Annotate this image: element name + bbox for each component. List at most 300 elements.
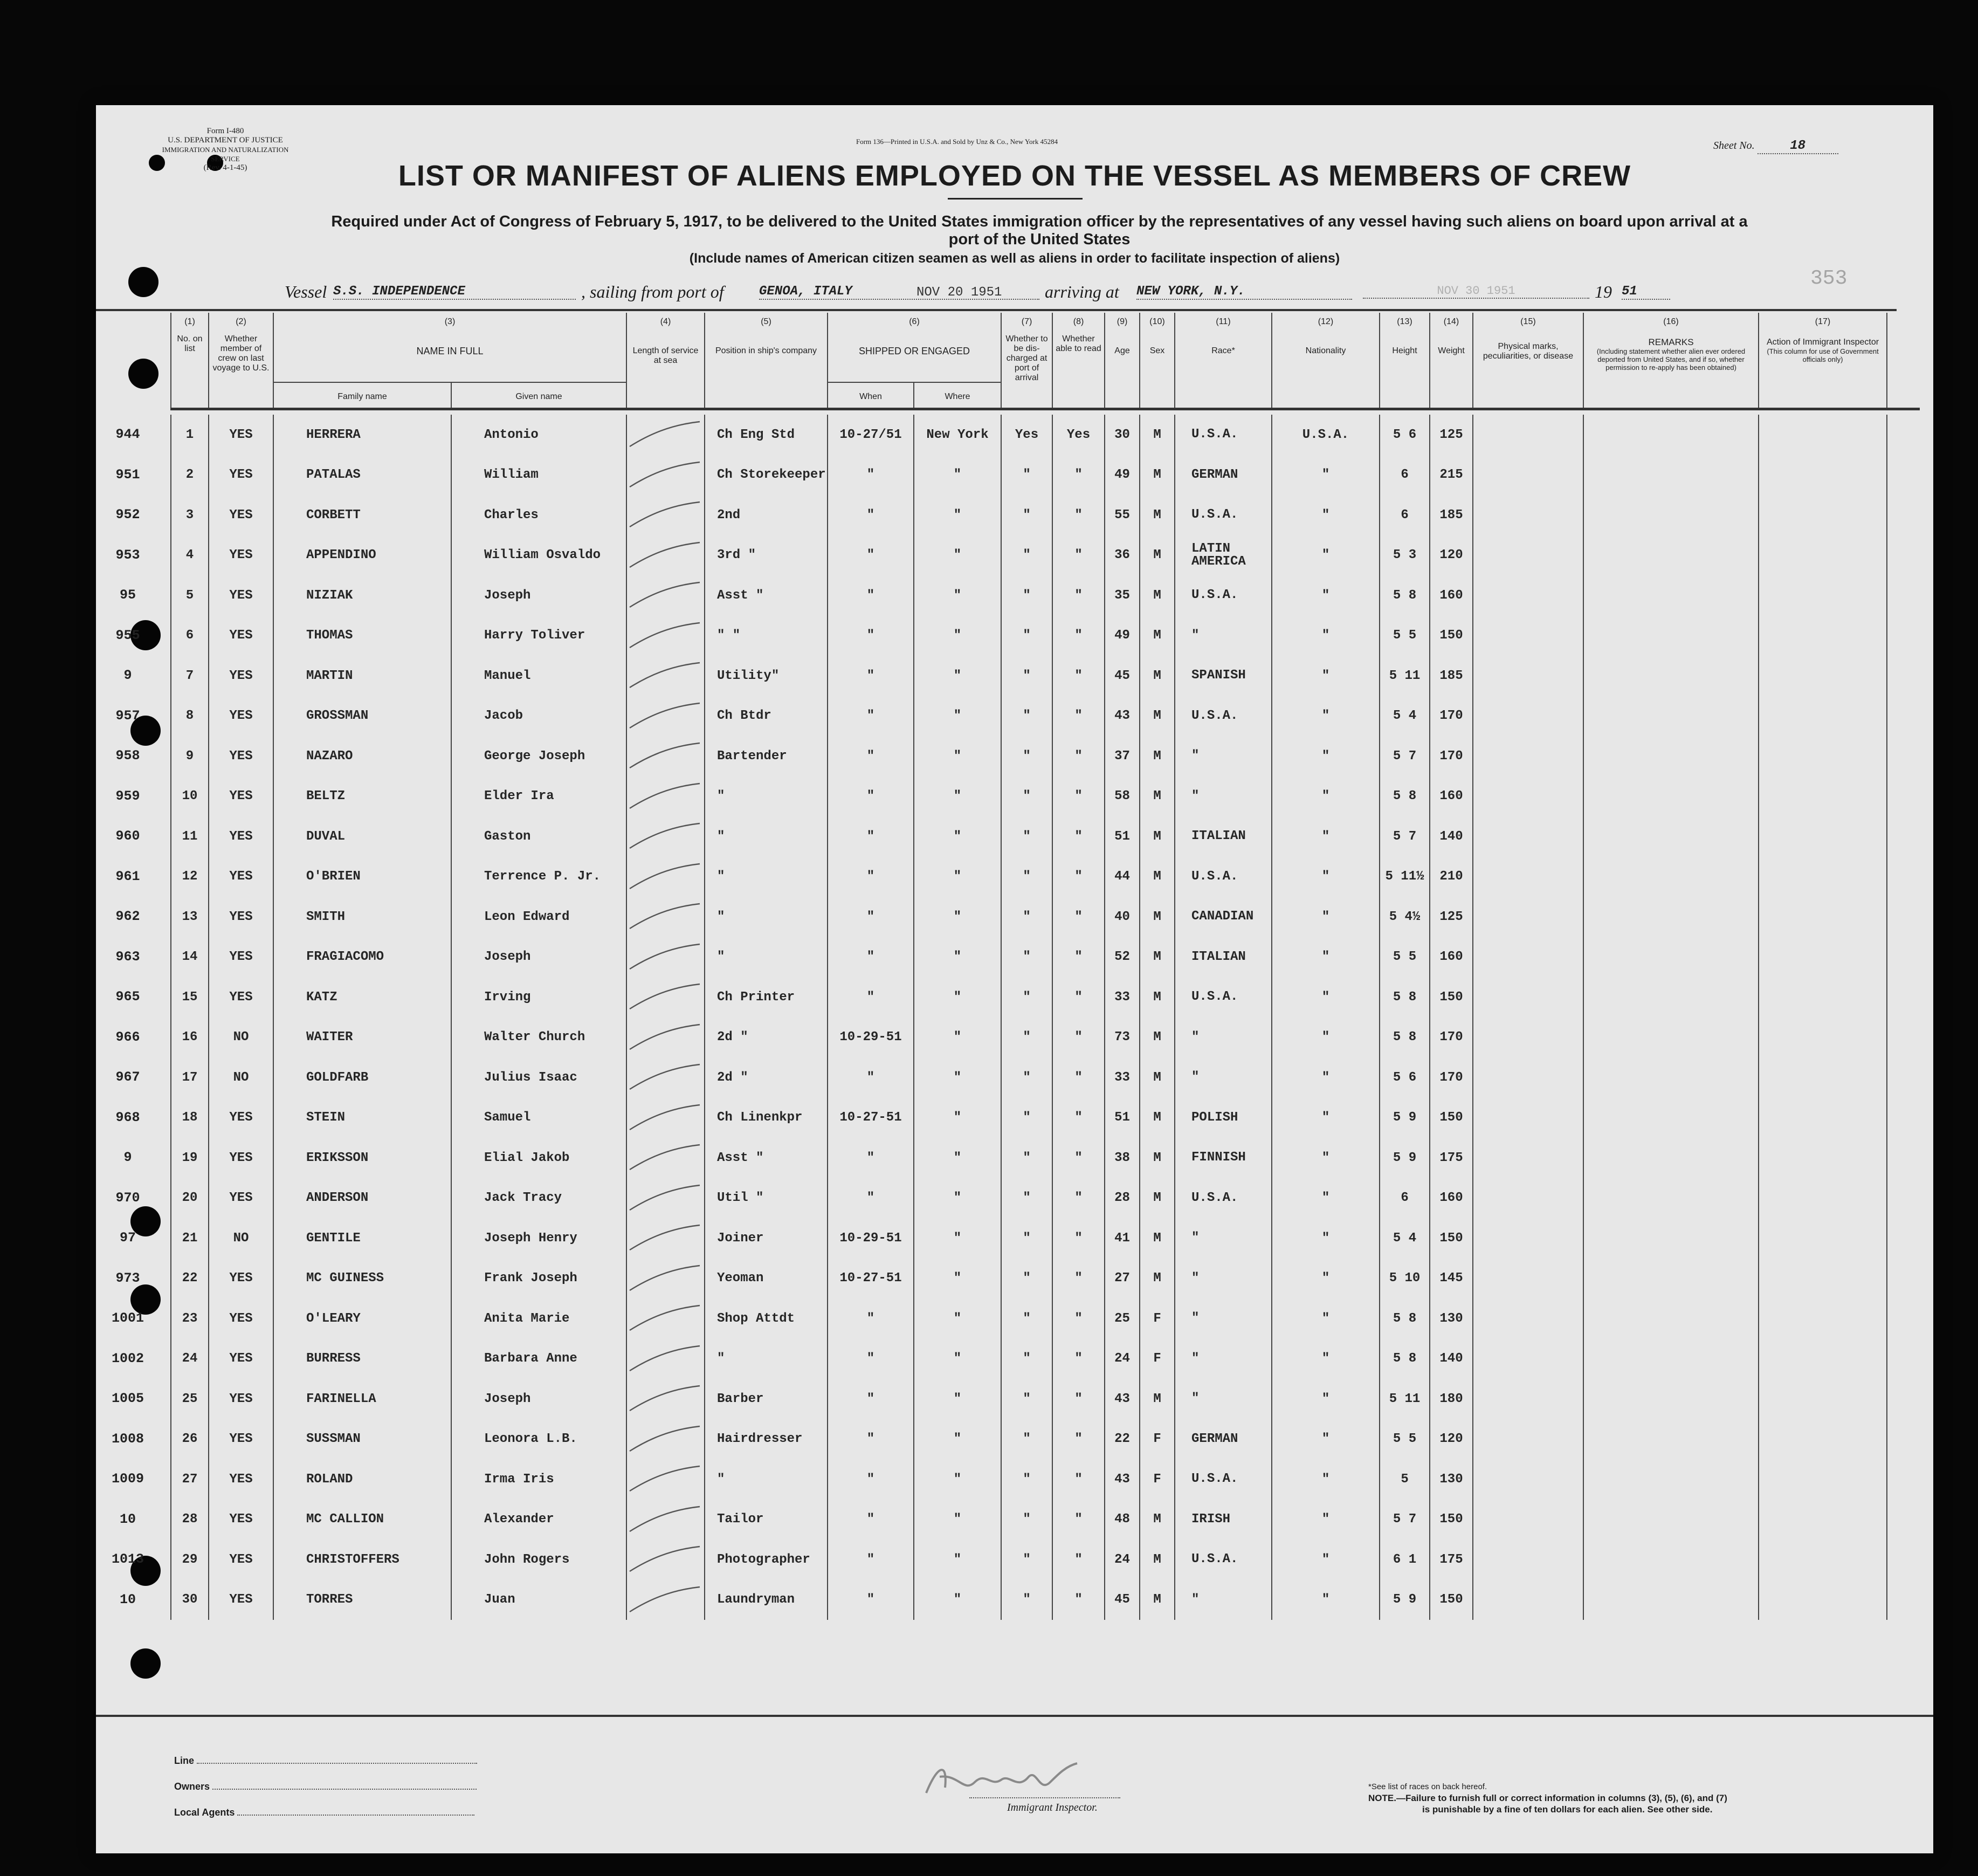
remarks-cell	[1583, 1138, 1759, 1178]
row-number: 2	[171, 455, 209, 496]
trailing-cell	[1887, 656, 1920, 696]
physical-marks-cell	[1473, 1298, 1583, 1339]
action-cell	[1759, 495, 1887, 535]
tick-mark	[627, 861, 702, 893]
action-cell	[1759, 616, 1887, 656]
table-row	[171, 575, 1920, 616]
shipped-where-cell: "	[914, 575, 1001, 616]
year-suffix: 51	[1622, 284, 1670, 300]
trailing-cell	[1887, 1500, 1920, 1540]
col-header-name: (3) NAME IN FULL	[273, 313, 626, 382]
shipped-where-cell: "	[914, 616, 1001, 656]
table-row	[171, 1379, 1920, 1419]
shipped-where-cell: "	[914, 1098, 1001, 1138]
row-number: 22	[171, 1259, 209, 1299]
position-cell: "	[705, 776, 828, 817]
height-cell: 6	[1380, 455, 1430, 496]
weight-cell: 145	[1430, 1259, 1473, 1299]
shipped-where-cell: "	[914, 937, 1001, 978]
physical-marks-cell	[1473, 1057, 1583, 1098]
discharged-cell: "	[1001, 1178, 1052, 1219]
age-cell: 33	[1105, 1057, 1140, 1098]
nationality-cell: "	[1272, 656, 1380, 696]
shipped-when-cell: "	[828, 816, 914, 857]
physical-marks-cell	[1473, 616, 1583, 656]
row-number: 23	[171, 1298, 209, 1339]
position-cell: 2d "	[705, 1057, 828, 1098]
sex-cell: M	[1140, 1018, 1175, 1058]
sex-cell: M	[1140, 816, 1175, 857]
nationality-cell: "	[1272, 1218, 1380, 1259]
member-cell: YES	[209, 616, 273, 656]
margin-number: 9	[123, 668, 132, 684]
row-number: 11	[171, 816, 209, 857]
shipped-when-cell: 10-29-51	[828, 1018, 914, 1058]
given-name-cell: Juan	[451, 1580, 626, 1620]
remarks-cell	[1583, 1500, 1759, 1540]
race-cell: U.S.A.	[1175, 495, 1272, 535]
sex-cell: F	[1140, 1459, 1175, 1500]
physical-marks-cell	[1473, 455, 1583, 496]
shipped-where-cell: "	[914, 1138, 1001, 1178]
age-cell: 43	[1105, 1379, 1140, 1419]
height-cell: 6	[1380, 1178, 1430, 1219]
height-cell: 5 9	[1380, 1580, 1430, 1620]
col-header-shipped: (6) SHIPPED OR ENGAGED	[828, 313, 1001, 382]
margin-number: 1008	[111, 1431, 144, 1447]
tick-mark	[627, 700, 702, 732]
margin-number: 1001	[111, 1310, 144, 1327]
position-cell: 2nd	[705, 495, 828, 535]
sex-cell: M	[1140, 455, 1175, 496]
race-cell: GERMAN	[1175, 455, 1272, 496]
weight-cell: 170	[1430, 696, 1473, 737]
physical-marks-cell	[1473, 656, 1583, 696]
remarks-cell	[1583, 415, 1759, 455]
sex-cell: F	[1140, 1419, 1175, 1460]
discharged-cell: "	[1001, 1259, 1052, 1299]
action-cell	[1759, 1540, 1887, 1580]
race-cell: "	[1175, 1018, 1272, 1058]
trailing-cell	[1887, 1339, 1920, 1379]
inspector-line	[969, 1797, 1120, 1798]
weight-cell: 130	[1430, 1459, 1473, 1500]
action-cell	[1759, 1259, 1887, 1299]
shipped-when-cell: "	[828, 736, 914, 776]
table-row	[171, 776, 1920, 817]
nationality-cell: "	[1272, 1580, 1380, 1620]
discharged-cell: "	[1001, 535, 1052, 576]
margin-number: 966	[115, 1029, 140, 1045]
col-header-blank	[1887, 313, 1920, 409]
row-number: 13	[171, 897, 209, 937]
member-cell: YES	[209, 1419, 273, 1460]
given-name-cell: Harry Toliver	[451, 616, 626, 656]
physical-marks-cell	[1473, 495, 1583, 535]
sex-cell: M	[1140, 575, 1175, 616]
row-number: 27	[171, 1459, 209, 1500]
member-cell: YES	[209, 495, 273, 535]
margin-number: 953	[115, 547, 140, 563]
position-cell: Ch Btdr	[705, 696, 828, 737]
action-cell	[1759, 776, 1887, 817]
physical-marks-cell	[1473, 1339, 1583, 1379]
length-service-cell	[626, 1540, 705, 1580]
footer-notes	[1368, 1781, 1907, 1815]
length-service-cell	[626, 1057, 705, 1098]
discharged-cell: "	[1001, 616, 1052, 656]
tick-mark	[627, 740, 702, 772]
height-cell: 5 8	[1380, 977, 1430, 1018]
row-number: 9	[171, 736, 209, 776]
position-cell: Laundryman	[705, 1580, 828, 1620]
family-name-cell: SUSSMAN	[273, 1419, 451, 1460]
able-read-cell: "	[1052, 1138, 1105, 1178]
row-number: 8	[171, 696, 209, 737]
discharged-cell: "	[1001, 857, 1052, 897]
given-name-cell: Jack Tracy	[451, 1178, 626, 1219]
discharged-cell: "	[1001, 1098, 1052, 1138]
position-cell: Ch Storekeeper	[705, 455, 828, 496]
position-cell: Joiner	[705, 1218, 828, 1259]
margin-number: 1002	[111, 1350, 144, 1366]
age-cell: 40	[1105, 897, 1140, 937]
discharged-cell: "	[1001, 897, 1052, 937]
action-cell	[1759, 736, 1887, 776]
physical-marks-cell	[1473, 736, 1583, 776]
trailing-cell	[1887, 1018, 1920, 1058]
row-number: 7	[171, 656, 209, 696]
table-row	[171, 1259, 1920, 1299]
tick-mark	[627, 1343, 702, 1375]
col-header-when: When	[828, 382, 914, 409]
action-cell	[1759, 1500, 1887, 1540]
col-header-weight: (14) Weight	[1430, 313, 1473, 409]
discharged-cell: "	[1001, 1459, 1052, 1500]
shipped-when-cell: "	[828, 1339, 914, 1379]
owners-label: Owners	[174, 1781, 210, 1792]
race-cell: "	[1175, 1259, 1272, 1299]
margin-number: 973	[115, 1270, 140, 1286]
action-cell	[1759, 455, 1887, 496]
member-cell: YES	[209, 1500, 273, 1540]
line-label: Line	[174, 1755, 195, 1766]
remarks-cell	[1583, 455, 1759, 496]
tick-mark	[627, 1142, 702, 1174]
shipped-where-cell: "	[914, 1459, 1001, 1500]
shipped-where-cell: "	[914, 1218, 1001, 1259]
margin-number: 965	[115, 989, 140, 1005]
remarks-cell	[1583, 656, 1759, 696]
trailing-cell	[1887, 776, 1920, 817]
discharged-cell: "	[1001, 656, 1052, 696]
trailing-cell	[1887, 1419, 1920, 1460]
shipped-where-cell: "	[914, 1057, 1001, 1098]
height-cell: 5 4½	[1380, 897, 1430, 937]
age-cell: 49	[1105, 616, 1140, 656]
weight-cell: 210	[1430, 857, 1473, 897]
nationality-cell: "	[1272, 1298, 1380, 1339]
length-service-cell	[626, 1459, 705, 1500]
action-cell	[1759, 897, 1887, 937]
action-cell	[1759, 1459, 1887, 1500]
race-cell: SPANISH	[1175, 656, 1272, 696]
tick-mark	[627, 459, 702, 491]
header-rule	[96, 309, 1897, 311]
discharged-cell: "	[1001, 1339, 1052, 1379]
shipped-where-cell: "	[914, 1540, 1001, 1580]
row-number: 16	[171, 1018, 209, 1058]
given-name-cell: William	[451, 455, 626, 496]
col-header-family: Family name	[273, 382, 451, 409]
tick-mark	[627, 1543, 702, 1576]
position-cell: " "	[705, 616, 828, 656]
table-row	[171, 1540, 1920, 1580]
family-name-cell: TORRES	[273, 1580, 451, 1620]
shipped-when-cell: 10-27-51	[828, 1259, 914, 1299]
length-service-cell	[626, 816, 705, 857]
tick-mark	[627, 620, 702, 652]
discharged-cell: "	[1001, 495, 1052, 535]
col-header-action: (17) Action of Immigrant Inspector (This column for use of Government officials only)	[1759, 313, 1887, 409]
shipped-where-cell: "	[914, 977, 1001, 1018]
weight-cell: 180	[1430, 1379, 1473, 1419]
height-cell: 5 9	[1380, 1138, 1430, 1178]
remarks-cell	[1583, 1540, 1759, 1580]
able-read-cell: "	[1052, 1459, 1105, 1500]
length-service-cell	[626, 535, 705, 576]
nationality-cell: "	[1272, 1500, 1380, 1540]
remarks-cell	[1583, 736, 1759, 776]
action-cell	[1759, 1580, 1887, 1620]
sex-cell: M	[1140, 535, 1175, 576]
member-cell: YES	[209, 897, 273, 937]
able-read-cell: "	[1052, 1057, 1105, 1098]
shipped-where-cell: "	[914, 656, 1001, 696]
sex-cell: M	[1140, 495, 1175, 535]
action-cell	[1759, 1057, 1887, 1098]
member-cell: YES	[209, 415, 273, 455]
shipped-where-cell: "	[914, 736, 1001, 776]
action-cell	[1759, 1178, 1887, 1219]
weight-cell: 130	[1430, 1298, 1473, 1339]
height-cell: 5 6	[1380, 1057, 1430, 1098]
age-cell: 36	[1105, 535, 1140, 576]
action-cell	[1759, 415, 1887, 455]
weight-cell: 120	[1430, 535, 1473, 576]
position-cell: Barber	[705, 1379, 828, 1419]
height-cell: 5 9	[1380, 1098, 1430, 1138]
footer-rule	[96, 1715, 1933, 1717]
discharged-cell: "	[1001, 977, 1052, 1018]
length-service-cell	[626, 1298, 705, 1339]
sex-cell: M	[1140, 1540, 1175, 1580]
length-service-cell	[626, 1218, 705, 1259]
height-cell: 5 8	[1380, 575, 1430, 616]
able-read-cell: "	[1052, 535, 1105, 576]
height-cell: 5 5	[1380, 1419, 1430, 1460]
shipped-when-cell: "	[828, 696, 914, 737]
table-row	[171, 1339, 1920, 1379]
member-cell: YES	[209, 977, 273, 1018]
trailing-cell	[1887, 1098, 1920, 1138]
shipped-where-cell: "	[914, 1580, 1001, 1620]
able-read-cell: "	[1052, 616, 1105, 656]
remarks-cell	[1583, 1580, 1759, 1620]
date-stamp: NOV 20 1951	[916, 285, 1002, 300]
family-name-cell: STEIN	[273, 1098, 451, 1138]
row-number: 12	[171, 857, 209, 897]
weight-cell: 150	[1430, 1098, 1473, 1138]
race-cell: U.S.A.	[1175, 415, 1272, 455]
table-row	[171, 1178, 1920, 1219]
tick-mark	[627, 1503, 702, 1536]
tick-mark	[627, 1423, 702, 1455]
races-note: *See list of races on back hereof.	[1368, 1782, 1487, 1791]
row-number: 4	[171, 535, 209, 576]
age-cell: 43	[1105, 1459, 1140, 1500]
table-row	[171, 736, 1920, 776]
family-name-cell: PATALAS	[273, 455, 451, 496]
physical-marks-cell	[1473, 897, 1583, 937]
given-name-cell: Alexander	[451, 1500, 626, 1540]
action-cell	[1759, 1018, 1887, 1058]
discharged-cell: "	[1001, 937, 1052, 978]
col-header-sex: (10) Sex	[1140, 313, 1175, 409]
weight-cell: 120	[1430, 1419, 1473, 1460]
trailing-cell	[1887, 897, 1920, 937]
row-number: 21	[171, 1218, 209, 1259]
weight-cell: 125	[1430, 415, 1473, 455]
race-cell: U.S.A.	[1175, 575, 1272, 616]
weight-cell: 150	[1430, 1580, 1473, 1620]
physical-marks-cell	[1473, 575, 1583, 616]
col-header-physical: (15) Physical marks, peculiarities, or disease	[1473, 313, 1583, 409]
position-cell: 2d "	[705, 1018, 828, 1058]
age-cell: 45	[1105, 656, 1140, 696]
trailing-cell	[1887, 1459, 1920, 1500]
penalty-note-1: NOTE.—Failure to furnish full or correct information in columns (3), (5), (6), and (7)	[1368, 1793, 1727, 1803]
age-cell: 28	[1105, 1178, 1140, 1219]
able-read-cell: "	[1052, 1580, 1105, 1620]
age-cell: 55	[1105, 495, 1140, 535]
col-header-nationality: (12) Nationality	[1272, 313, 1380, 409]
weight-cell: 170	[1430, 1018, 1473, 1058]
shipped-when-cell: "	[828, 1138, 914, 1178]
shipped-where-cell: "	[914, 696, 1001, 737]
row-number: 24	[171, 1339, 209, 1379]
family-name-cell: O'BRIEN	[273, 857, 451, 897]
tick-mark	[627, 1584, 702, 1616]
discharged-cell: "	[1001, 1057, 1052, 1098]
discharged-cell: "	[1001, 1540, 1052, 1580]
family-name-cell: NAZARO	[273, 736, 451, 776]
page-subnote: (Include names of American citizen seamen as well as aliens in order to facilitate inspection of aliens)	[689, 251, 1340, 266]
tick-mark	[627, 659, 702, 692]
age-cell: 22	[1105, 1419, 1140, 1460]
position-cell: Photographer	[705, 1540, 828, 1580]
shipped-when-cell: "	[828, 495, 914, 535]
discharged-cell: "	[1001, 736, 1052, 776]
shipped-when-cell: "	[828, 1419, 914, 1460]
nationality-cell: "	[1272, 776, 1380, 817]
given-name-cell: Joseph Henry	[451, 1218, 626, 1259]
sheet-label: Sheet No.	[1713, 140, 1755, 152]
height-cell: 6 1	[1380, 1540, 1430, 1580]
member-cell: YES	[209, 937, 273, 978]
row-number: 28	[171, 1500, 209, 1540]
sex-cell: M	[1140, 1259, 1175, 1299]
age-cell: 27	[1105, 1259, 1140, 1299]
table-row	[171, 1298, 1920, 1339]
remarks-cell	[1583, 816, 1759, 857]
margin-number: 967	[115, 1069, 140, 1085]
able-read-cell: "	[1052, 1298, 1105, 1339]
physical-marks-cell	[1473, 415, 1583, 455]
table-row	[171, 1419, 1920, 1460]
race-cell: GERMAN	[1175, 1419, 1272, 1460]
shipped-when-cell: "	[828, 977, 914, 1018]
nationality-cell: U.S.A.	[1272, 415, 1380, 455]
action-cell	[1759, 816, 1887, 857]
given-name-cell: Irma Iris	[451, 1459, 626, 1500]
col-header-race: (11) Race*	[1175, 313, 1272, 409]
year-prefix: 19	[1595, 282, 1612, 301]
sex-cell: M	[1140, 1057, 1175, 1098]
physical-marks-cell	[1473, 1500, 1583, 1540]
action-cell	[1759, 1298, 1887, 1339]
nationality-cell: "	[1272, 1339, 1380, 1379]
able-read-cell: "	[1052, 1098, 1105, 1138]
margin-number: 970	[115, 1190, 140, 1206]
family-name-cell: APPENDINO	[273, 535, 451, 576]
sheet-number: 18	[1758, 139, 1838, 154]
sex-cell: M	[1140, 1218, 1175, 1259]
race-cell: U.S.A.	[1175, 1459, 1272, 1500]
family-name-cell: SMITH	[273, 897, 451, 937]
race-cell: ITALIAN	[1175, 816, 1272, 857]
tick-mark	[627, 981, 702, 1013]
margin-number: 958	[115, 748, 140, 764]
height-cell: 5 5	[1380, 616, 1430, 656]
stamp-number: 353	[1810, 267, 1848, 290]
age-cell: 37	[1105, 736, 1140, 776]
shipped-when-cell: "	[828, 1379, 914, 1419]
height-cell: 5 3	[1380, 535, 1430, 576]
margin-number: 10	[119, 1591, 136, 1607]
position-cell: "	[705, 1459, 828, 1500]
margin-number: 1009	[111, 1471, 144, 1487]
col-header-where: Where	[914, 382, 1001, 409]
length-service-cell	[626, 736, 705, 776]
member-cell: YES	[209, 736, 273, 776]
col-header-given: Given name	[451, 382, 626, 409]
sex-cell: M	[1140, 1178, 1175, 1219]
shipped-where-cell: New York	[914, 415, 1001, 455]
margin-number: 962	[115, 909, 140, 925]
table-row	[171, 977, 1920, 1018]
margin-number: 1005	[111, 1391, 144, 1407]
tick-mark	[627, 499, 702, 531]
shipped-where-cell: "	[914, 495, 1001, 535]
length-service-cell	[626, 1500, 705, 1540]
family-name-cell: BURRESS	[273, 1339, 451, 1379]
table-row	[171, 495, 1920, 535]
margin-number: 960	[115, 828, 140, 844]
sex-cell: M	[1140, 656, 1175, 696]
member-cell: NO	[209, 1218, 273, 1259]
arriving-port: NEW YORK, N.Y.	[1136, 284, 1352, 300]
